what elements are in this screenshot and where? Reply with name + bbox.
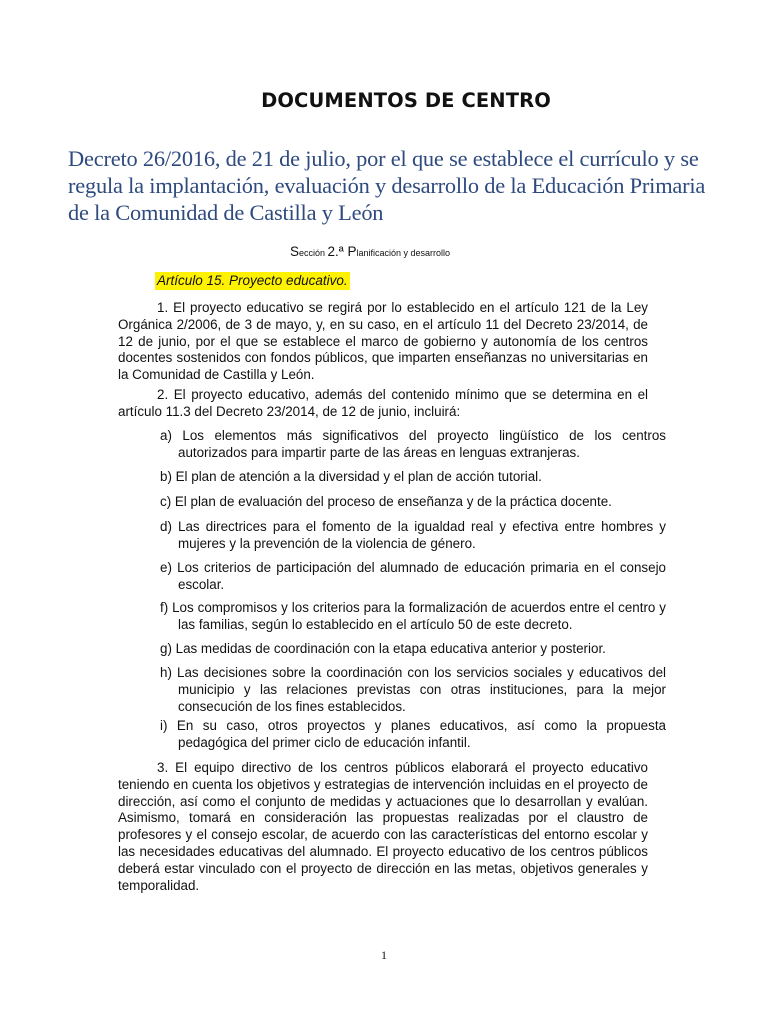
list-item-d: d) Las directrices para el fomento de la igualdad real y efectiva entre hombres y mujeres y la prevención de la violencia de género.	[160, 519, 666, 551]
paragraph-1: 1. El proyecto educativo se regirá por lo establecido en el artículo 121 de la Ley Orgánica 2/2006, de 3 de mayo, y, en su caso, en el artículo 11 del Decreto 23/2014, de 12 de junio, por el que se establece el marco de gobierno y autonomía de los centros docentes sostenidos con fondos públicos, que imparten enseñanzas no universitarias en la Comunidad de Castilla y León.	[118, 300, 648, 383]
section-title-rest: lanificación y desarrollo	[356, 248, 451, 258]
decree-heading: Decreto 26/2016, de 21 de julio, por el que se establece el currículo y se regula la implantación, evaluación y desarrollo de la Educación Primaria de la Comunidad de Castilla y León	[68, 146, 706, 225]
list-item-e: e) Los criterios de participación del alumnado de educación primaria en el consejo escolar.	[160, 560, 666, 592]
article-title-highlight: Artículo 15. Proyecto educativo.	[157, 273, 348, 288]
document-title: DOCUMENTOS DE CENTRO	[261, 89, 551, 112]
list-item-a: a) Los elementos más significativos del proyecto lingüístico de los centros autorizados para impartir parte de las áreas en lenguas extranjeras.	[160, 428, 666, 460]
section-heading	[0, 244, 740, 259]
list-item-g: g) Las medidas de coordinación con la etapa educativa anterior y posterior.	[160, 641, 606, 656]
list-item-b: b) El plan de atención a la diversidad y el plan de acción tutorial.	[160, 469, 542, 484]
section-number: 2.ª	[327, 244, 348, 259]
paragraph-3: 3. El equipo directivo de los centros públicos elaborará el proyecto educativo teniendo en cuenta los objetivos y estrategias de intervención incluidas en el proyecto de dirección, así como el conjunto de medidas y actuaciones que lo desarrollan y evalúan. Asimismo, tomará en consideración las propuestas realizadas por el claustro de profesores y el consejo escolar, de acuerdo con las características del entorno escolar y las necesidades educativas del alumnado. El proyecto educativo de los centros públicos deberá estar vinculado con el proyecto de dirección en las metas, objetivos generales y temporalidad.	[118, 760, 648, 893]
section-initial-p: P	[347, 244, 357, 259]
section-initial-s: S	[289, 244, 299, 259]
list-item-f: f) Los compromisos y los criterios para la formalización de acuerdos entre el centro y las familias, según lo establecido en el artículo 50 de este decreto.	[160, 600, 666, 632]
list-item-c: c) El plan de evaluación del proceso de enseñanza y de la práctica docente.	[160, 494, 612, 509]
list-item-h: h) Las decisiones sobre la coordinación con los servicios sociales y educativos del municipio y las relaciones previstas con otras instituciones, para la mejor consecución de los fines establecidos.	[160, 665, 666, 714]
section-word-rest: ección	[298, 248, 328, 258]
page-number: 1	[381, 948, 387, 962]
list-item-i: i) En su caso, otros proyectos y planes educativos, así como la propuesta pedagógica del primer ciclo de educación infantil.	[160, 718, 666, 750]
paragraph-2: 2. El proyecto educativo, además del contenido mínimo que se determina en el artículo 11.3 del Decreto 23/2014, de 12 de junio, incluirá:	[118, 387, 648, 419]
